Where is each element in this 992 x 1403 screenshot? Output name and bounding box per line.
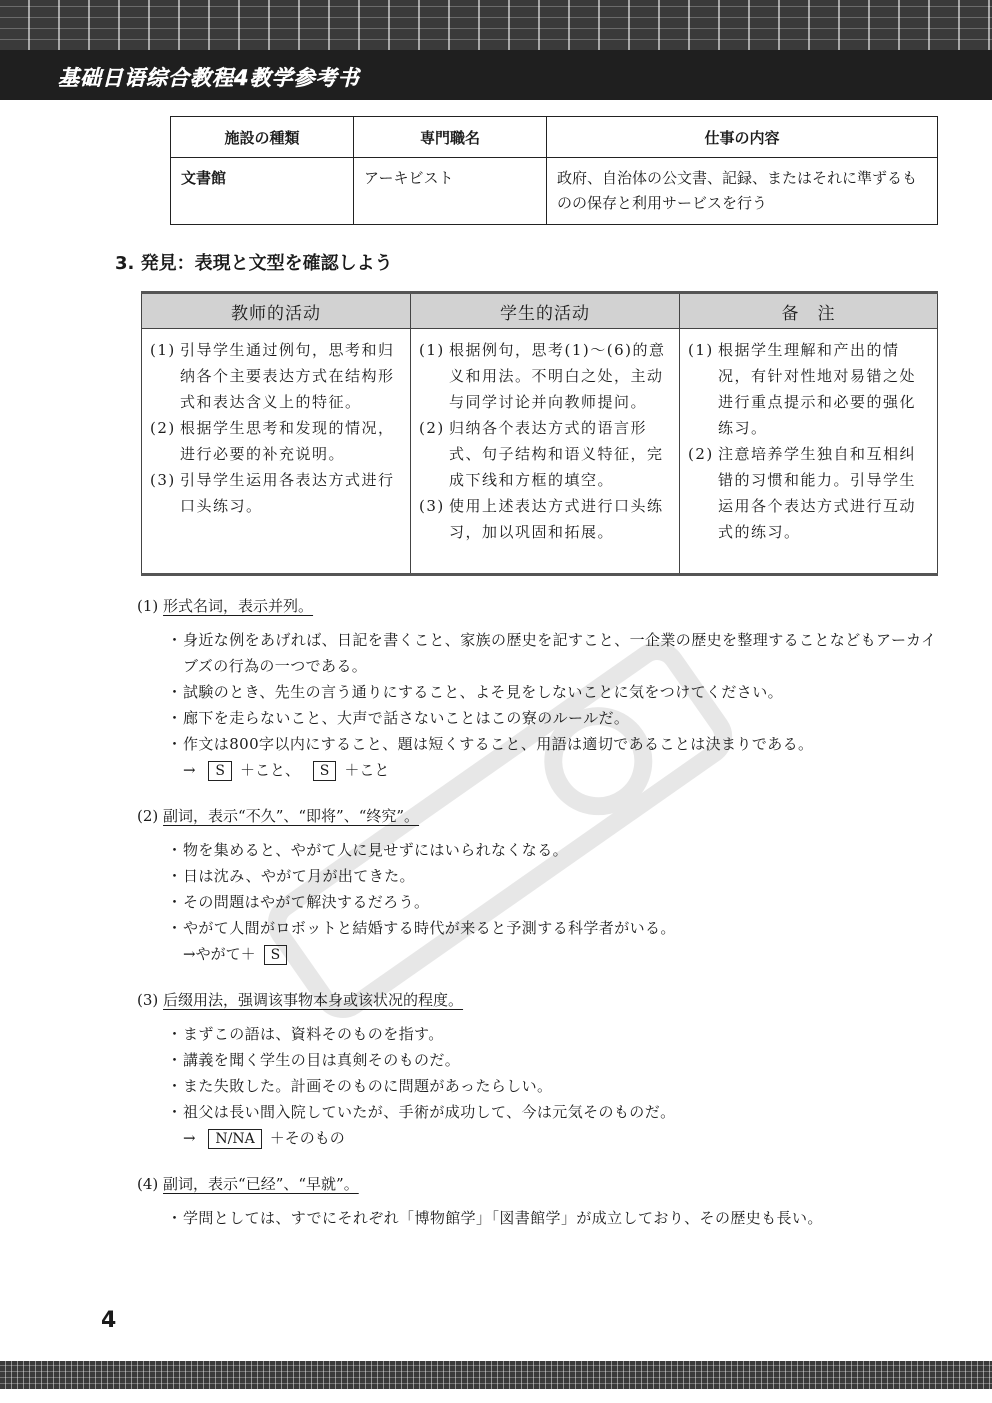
notes-cell [680, 329, 938, 575]
pattern-box: S [313, 761, 337, 781]
list-item: ・ 身近な例をあげれば、日記を書くこと、家族の歴史を記すこと、一企業の歴史を整理することなどもアーカイブズの行為の一つである。 [167, 627, 947, 679]
header-pattern [0, 0, 992, 50]
grammar-item-1 [137, 595, 947, 783]
pattern-box: S [208, 761, 232, 781]
book-title: 基础日语综合教程4教学参考书 [58, 66, 360, 90]
grammar-item-2 [137, 805, 947, 967]
facility-type-cell: 文書館 [171, 158, 354, 225]
list-item: (3) 使用上述表达方式进行口头练习，加以巩固和拓展。 [419, 497, 664, 541]
list-item: (2) 注意培养学生独自和互相纠错的习惯和能力。引导学生运用各个表达方式进行互动式的练习。 [688, 445, 917, 541]
list-item: ・ 講義を聞く学生の目は真剣そのものだ。 [167, 1047, 947, 1073]
list-item: (1) 根据例句，思考(1)～(6)的意义和用法。不明白之处，主动与同学讨论并向教师提问。 [419, 341, 666, 411]
table-row [142, 329, 938, 575]
list-item: ・ 日は沈み、やがて月が出てきた。 [167, 863, 947, 889]
grammar-explanations [137, 595, 947, 1253]
list-item: ・ 試験のとき、先生の言う通りにすること、よそ見をしないことに気をつけてください。 [167, 679, 947, 705]
list-item: ・ やがて人間がロボットと結婚する時代が来ると予測する科学者がいる。 [167, 915, 947, 941]
list-item: ・ 作文は800字以内にすること、題は短くすること、用語は適切であることは決まりである。 [167, 731, 947, 757]
activity-table-header: 备 注 [680, 293, 938, 329]
grammar-pattern: → N/NA ＋そのもの [183, 1129, 345, 1147]
grammar-item-title: (2) 副词，表示“不久”、“即将”、“终究”。 [137, 807, 420, 825]
pattern-box: N/NA [208, 1129, 261, 1149]
job-content-cell: 政府、自治体の公文書、記録、またはそれに準ずるものの保存と利用サービスを行う [547, 158, 938, 225]
facility-table-header: 仕事の内容 [547, 117, 938, 158]
activity-table-header: 教师的活动 [142, 293, 411, 329]
list-item: ・ 祖父は長い間入院していたが、手術が成功して、今は元気そのものだ。 [167, 1099, 947, 1125]
list-item: (1) 引导学生通过例句，思考和归纳各个主要表达方式在结构形式和表达含义上的特征。 [150, 341, 395, 411]
facility-table [170, 116, 938, 225]
grammar-item-title: (1) 形式名词，表示并列。 [137, 597, 314, 615]
pattern-box: S [264, 945, 288, 965]
grammar-pattern: →やがて＋ S [183, 941, 947, 967]
teacher-activity-cell [142, 329, 411, 575]
list-item: ・ 物を集めると、やがて人に見せずにはいられなくなる。 [167, 837, 947, 863]
list-item: ・ まずこの語は、資料そのものを指す。 [167, 1021, 947, 1047]
list-item: ・ 廊下を走らないこと、大声で話さないことはこの寮のルールだ。 [167, 705, 947, 731]
grammar-item-3 [137, 989, 947, 1151]
student-activity-cell [411, 329, 680, 575]
list-item: (2) 根据学生思考和发现的情况，进行必要的补充说明。 [150, 419, 395, 463]
list-item: (3) 引导学生运用各表达方式进行口头练习。 [150, 471, 395, 515]
footer-pattern [0, 1361, 992, 1389]
list-item: ・ また失敗した。計画そのものに問題があったらしい。 [167, 1073, 947, 1099]
activity-table-header: 学生的活动 [411, 293, 680, 329]
list-item: ・ その問題はやがて解決するだろう。 [167, 889, 947, 915]
list-item: (1) 根据学生理解和产出的情况，有针对性地对易错之处进行重点提示和必要的强化练习。 [688, 341, 917, 437]
table-row [171, 158, 938, 225]
page-number: 4 [101, 1308, 117, 1333]
grammar-item-title: (3) 后缀用法，强调该事物本身或该状况的程度。 [137, 991, 464, 1009]
facility-table-header: 施設の種類 [171, 117, 354, 158]
job-title-cell: アーキビスト [354, 158, 547, 225]
list-item: ・ 学問としては、すでにそれぞれ「博物館学」「図書館学」が成立しており、その歴史も長い。 [167, 1205, 947, 1231]
facility-table-header: 専門職名 [354, 117, 547, 158]
grammar-item-4 [137, 1173, 947, 1231]
grammar-item-title: (4) 副词，表示“已经”、“早就”。 [137, 1175, 359, 1193]
list-item: (2) 归纳各个表达方式的语言形式、句子结构和语义特征，完成下线和方框的填空。 [419, 419, 664, 489]
activity-table [141, 291, 938, 576]
grammar-pattern: → S ＋こと、 S ＋こと [183, 761, 390, 779]
section-title: 3. 発見：表現と文型を確認しよう [115, 253, 393, 274]
